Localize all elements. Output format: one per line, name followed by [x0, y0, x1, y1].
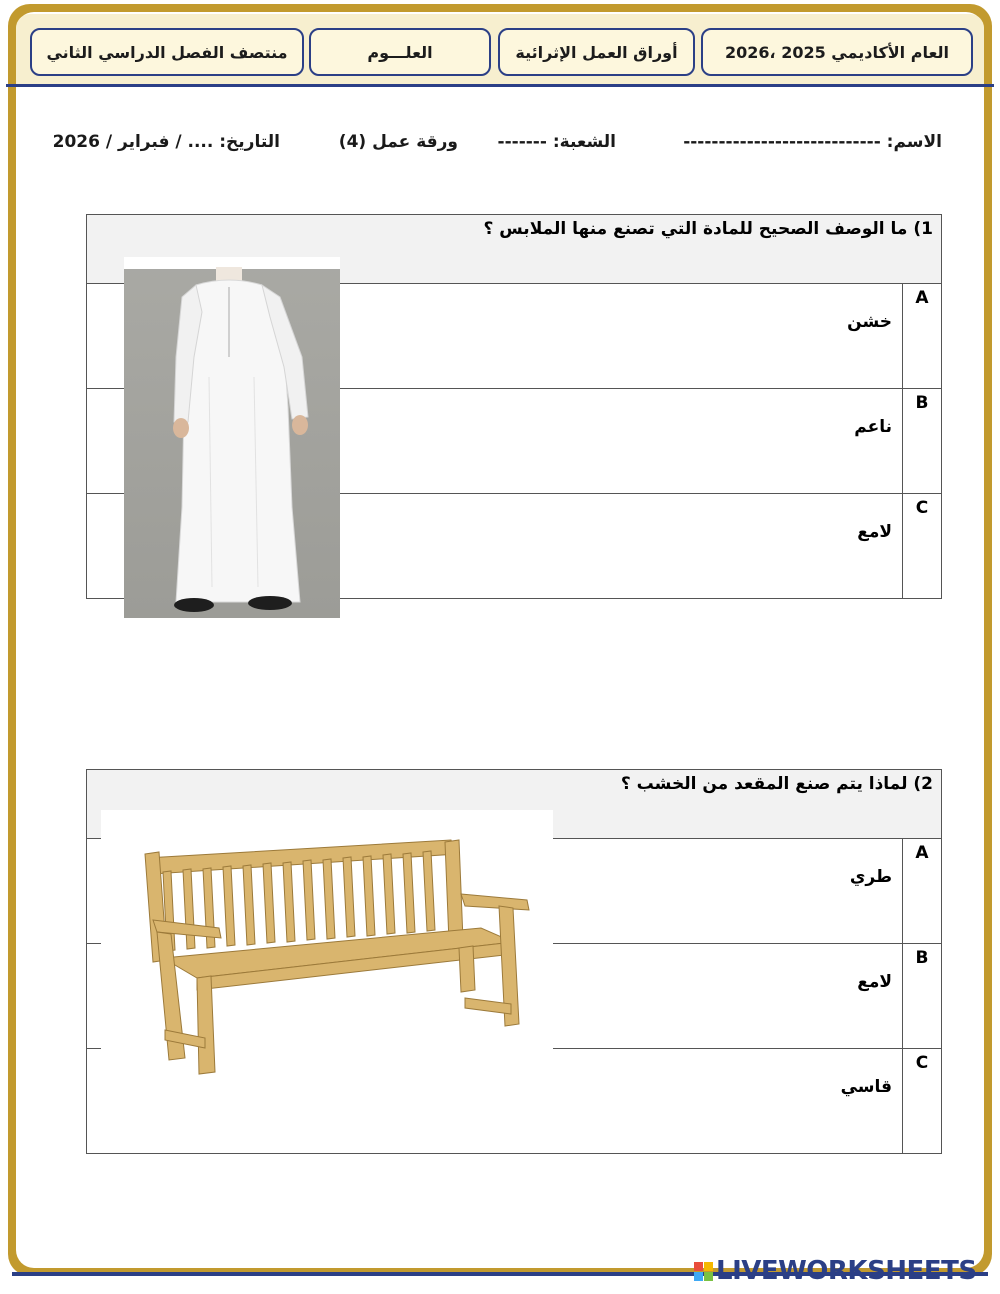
liveworksheets-logo-icon: [694, 1262, 713, 1281]
option-text[interactable]: طري: [849, 867, 892, 887]
option-text[interactable]: قاسي: [840, 1077, 892, 1097]
option-text[interactable]: خشن: [847, 312, 892, 332]
bench-photo: [101, 810, 553, 1095]
header-worksheets: أوراق العمل الإثرائية: [498, 28, 695, 76]
option-letter: A: [915, 843, 929, 863]
option-letter: A: [915, 288, 929, 308]
date-field: التاريخ: .... / فبراير / 2026: [52, 132, 280, 152]
liveworksheets-watermark: [694, 1256, 977, 1286]
option-letter: B: [915, 393, 929, 413]
student-name-field: الاسم: ----------------------------: [683, 132, 942, 152]
option-letter: B: [915, 948, 929, 968]
header-subject: العلـــوم: [309, 28, 491, 76]
option-letter: C: [915, 1053, 929, 1073]
thobe-photo: [124, 257, 340, 618]
worksheet-number: ورقة عمل (4): [338, 132, 458, 152]
option-text[interactable]: لامع: [857, 972, 892, 992]
option-text[interactable]: لامع: [857, 522, 892, 542]
option-text[interactable]: ناعم: [854, 417, 892, 437]
header-term: منتصف الفصل الدراسي الثاني: [30, 28, 304, 76]
header-academic-year: العام الأكاديمي 2025 ،2026: [701, 28, 973, 76]
question-2-text: 2) لماذا يتم صنع المقعد من الخشب ؟: [620, 774, 933, 794]
option-letter: C: [915, 498, 929, 518]
section-field: الشعبة: -------: [497, 132, 616, 152]
watermark-text: LIVEWORKSHEETS: [716, 1256, 977, 1286]
header-divider: [6, 84, 994, 87]
question-1-text: 1) ما الوصف الصحيح للمادة التي تصنع منها الملابس ؟: [483, 219, 933, 239]
